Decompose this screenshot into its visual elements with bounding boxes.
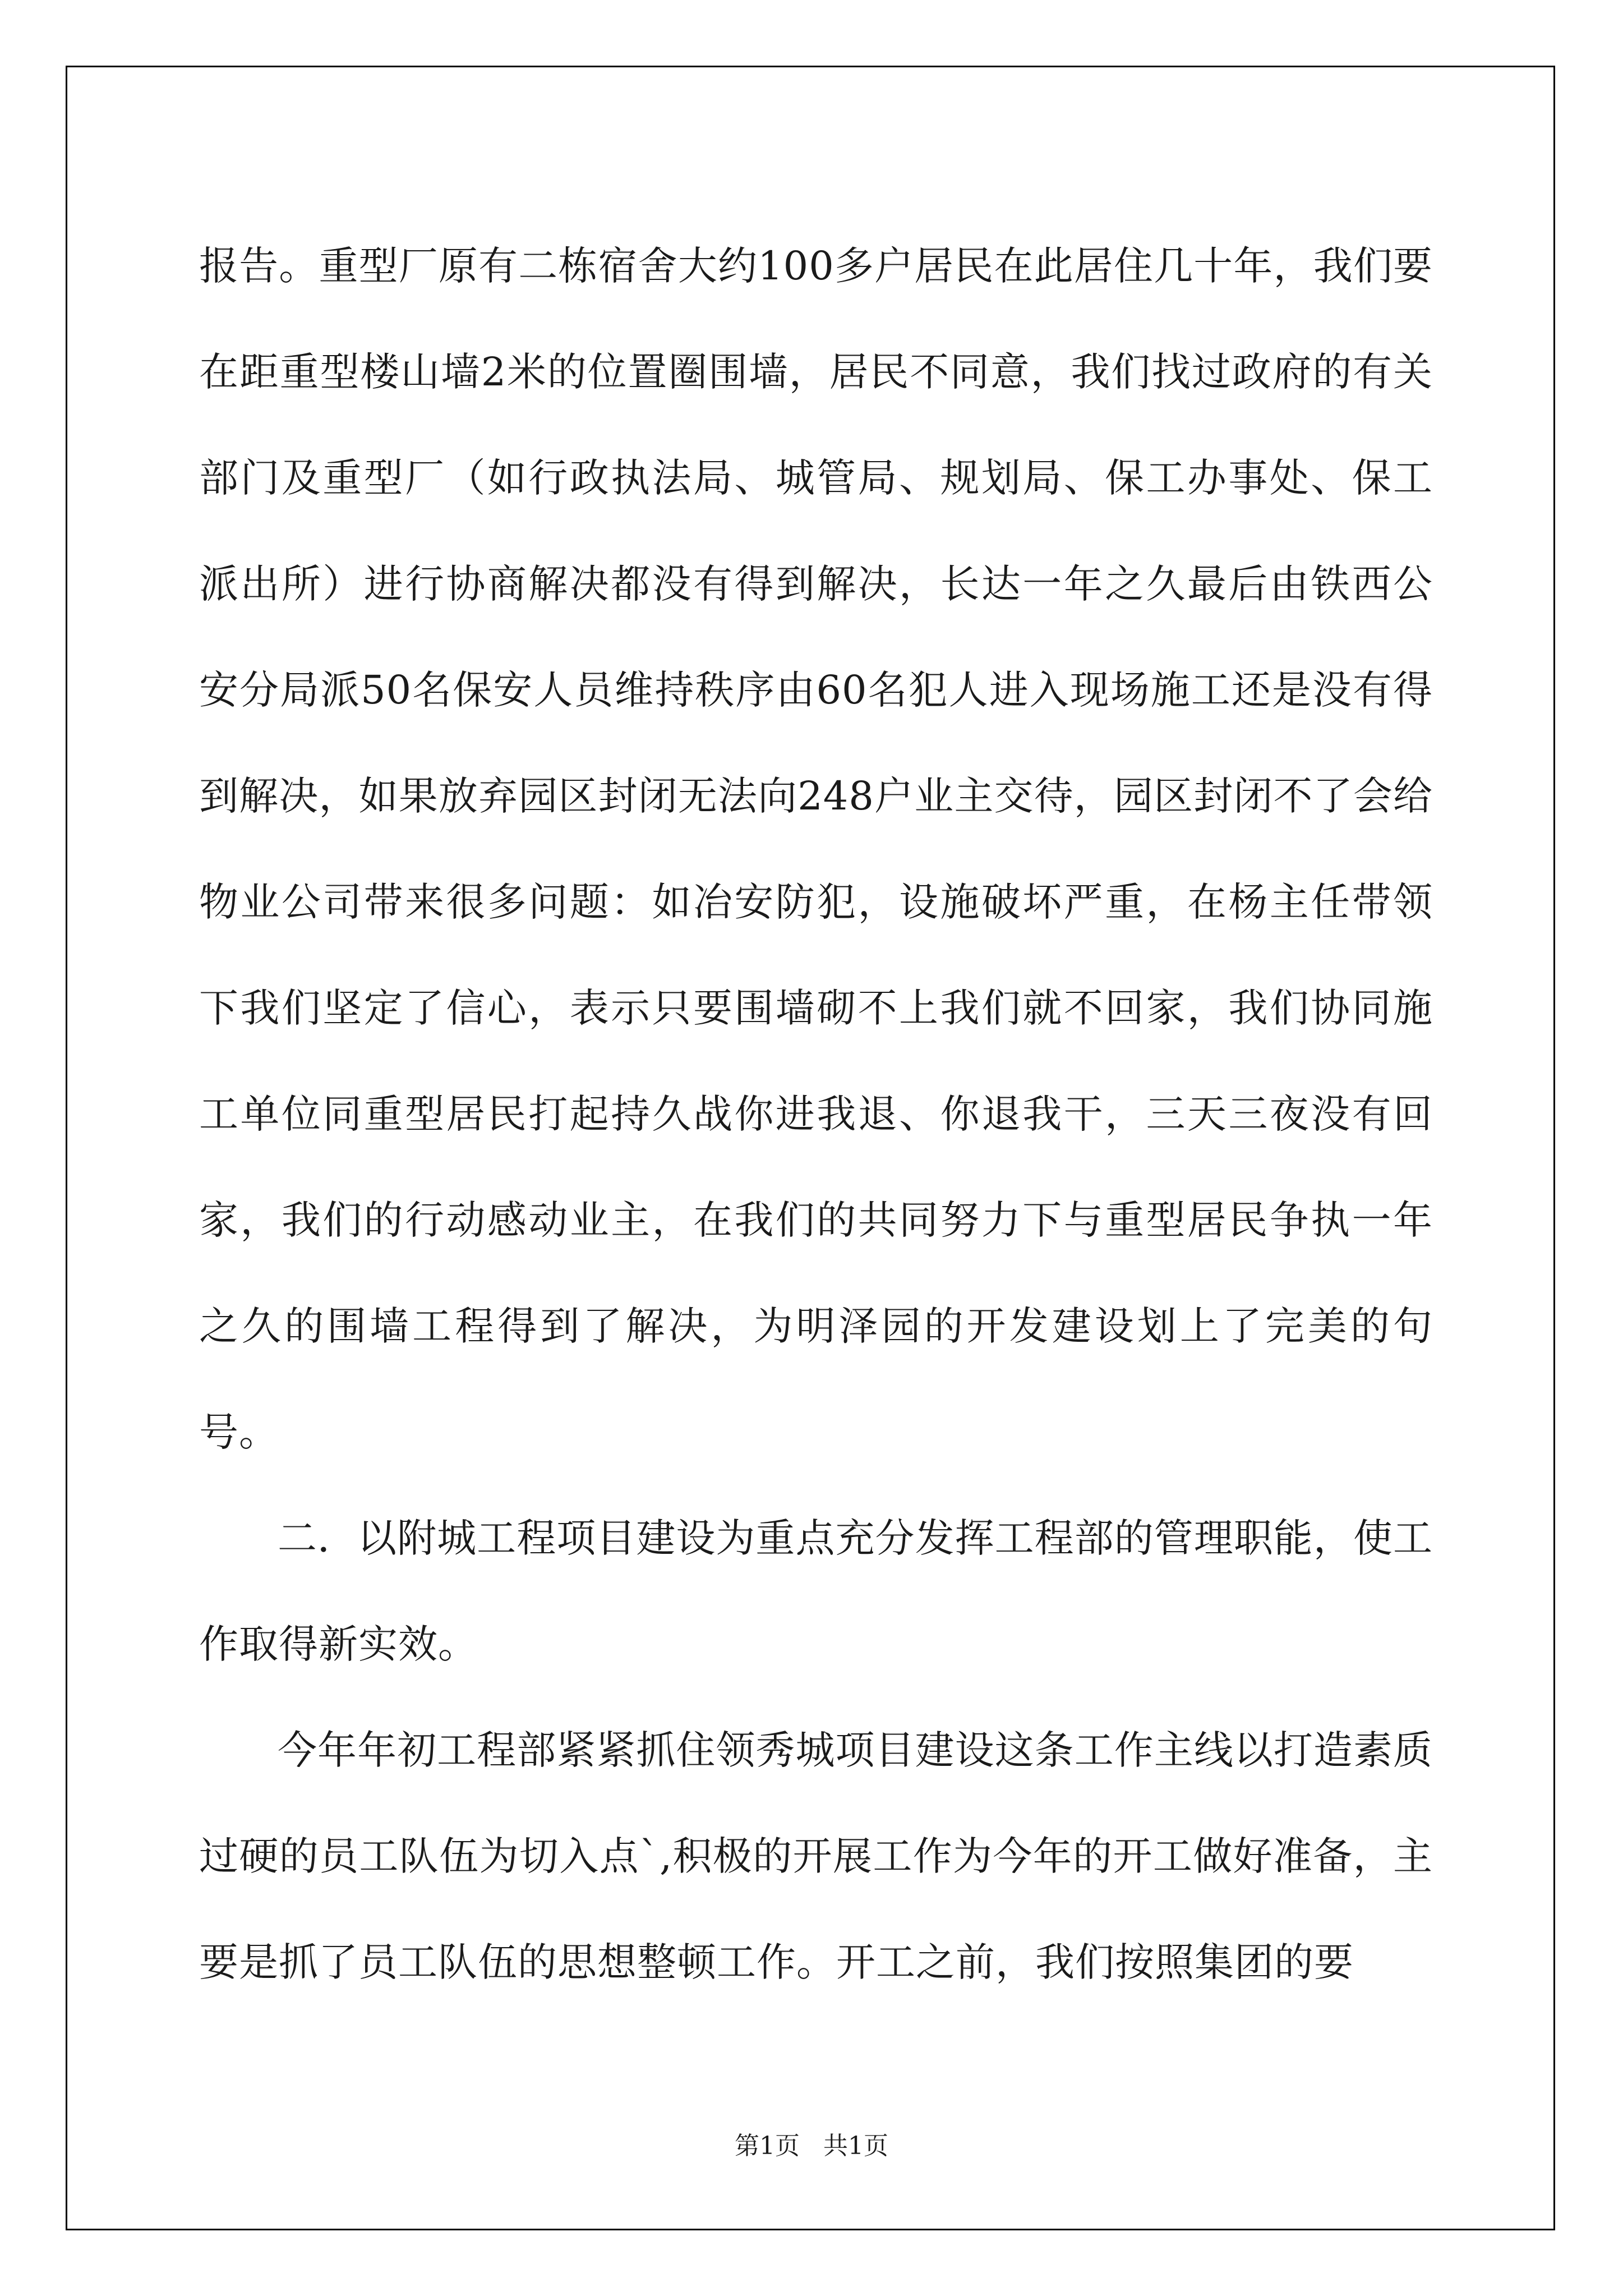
document-body xyxy=(199,213,1433,2016)
page-footer xyxy=(0,2129,1623,2163)
paragraph-2: 二．以附城工程项目建设为重点充分发挥工程部的管理职能，使工作取得新实效。 xyxy=(199,1515,1433,1667)
paragraph-3: 今年年初工程部紧紧抓住领秀城项目建设这条工作主线以打造素质过硬的员工队伍为切入点`,积极的开展工作为今年的开工做好准备，主要是抓了员工队伍的思想整顿工作。开工之前，我们按照集团的要 xyxy=(199,1727,1433,1985)
page-total: 共1页 xyxy=(823,2132,888,2160)
page-number: 第1页 xyxy=(735,2132,800,2160)
paragraph-1: 报告。重型厂原有二栋宿舍大约100多户居民在此居住几十年，我们要在距重型楼山墙2米的位置圈围墙，居民不同意，我们找过政府的有关部门及重型厂（如行政执法局、城管局、规划局、保工办事处、保工派出所）进行协商解决都没有得到解决，长达一年之久最后由铁西公安分局派50名保安人员维持秩序由60名犯人进入现场施工还是没有得到解决，如果放弃园区封闭无法向248户业主交待，园区封闭不了会给物业公司带来很多问题：如冶安防犯，设施破坏严重，在杨主任带领下我们坚定了信心，表示只要围墙砌不上我们就不回家，我们协同施工单位同重型居民打起持久战你进我退、你退我干，三天三夜没有回家，我们的行动感动业主，在我们的共同努力下与重型居民争执一年之久的围墙工程得到了解决，为明泽园的开发建设划上了完美的句号。 xyxy=(199,243,1433,1455)
